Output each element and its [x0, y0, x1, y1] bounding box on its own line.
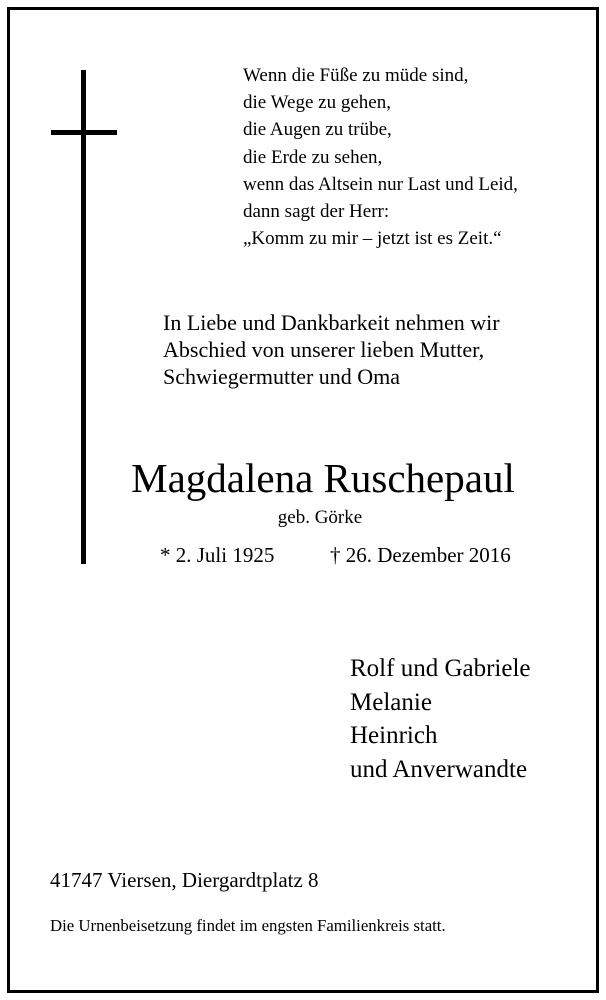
- maiden-name: geb. Görke: [277, 507, 363, 528]
- poem-line: die Wege zu gehen,: [243, 92, 391, 114]
- poem-line: wenn das Altsein nur Last und Leid,: [243, 173, 518, 195]
- farewell-line: In Liebe und Dankbarkeit nehmen wir: [163, 310, 500, 335]
- poem-line: „Komm zu mir – jetzt ist es Zeit.“: [243, 228, 502, 250]
- farewell-line: Schwiegermutter und Oma: [163, 364, 401, 389]
- mourner-line: Heinrich: [350, 722, 438, 749]
- farewell-text: [163, 309, 563, 390]
- mourners-list: [350, 652, 531, 786]
- poem-line: Wenn die Füße zu müde sind,: [243, 65, 469, 86]
- poem-line: die Erde zu sehen,: [243, 146, 383, 168]
- burial-note: Die Urnenbeisetzung findet im engsten Familienkreis statt.: [50, 916, 446, 935]
- cross-icon-bar: [51, 130, 117, 135]
- death-date: † 26. Dezember 2016: [330, 543, 511, 567]
- farewell-line: Abschied von unserer lieben Mutter,: [163, 337, 485, 362]
- mourner-line: Rolf und Gabriele: [350, 655, 531, 682]
- address: 41747 Viersen, Diergardtplatz 8: [50, 868, 319, 892]
- poem-line: dann sagt der Herr:: [243, 201, 390, 223]
- poem: [243, 62, 573, 252]
- poem-line: die Augen zu trübe,: [243, 119, 392, 141]
- mourner-line: und Anverwandte: [350, 755, 528, 783]
- birth-date: * 2. Juli 1925: [160, 543, 275, 567]
- mourner-line: Melanie: [350, 688, 432, 716]
- deceased-name: Magdalena Ruschepaul: [131, 455, 515, 501]
